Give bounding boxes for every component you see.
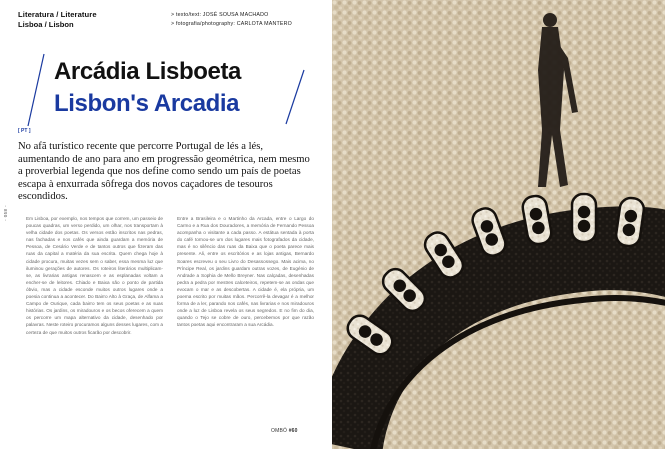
calcada-illustration [332, 0, 665, 449]
footer-brand: OMBÓ [271, 428, 288, 434]
pavement-photo [332, 0, 665, 449]
body-column-left [26, 215, 163, 427]
page-footer [271, 428, 298, 434]
language-tag: [ PT ] [18, 128, 31, 134]
title-english: Lisbon's Arcadia [54, 90, 240, 117]
body-text-left: Em Lisboa, por exemplo, nos tempos que correm, um passeio de poucas quadras, um verso perdido, um olhar, nos transportam à velha cidade dos poetas. Os versos estão inscritos nas pedras, nas fachadas e nos cafés que ainda guardam a memória de Pessoa, de Cesário Verde e de tantos outros que fizeram das ruas da capital a matéria da sua escrita. Quem chega hoje à cidade procura, muitas vezes sem o saber, essa mesma luz que iluminou gerações de autores. Os roteiros literários multiplicam-se, as livrarias antigas renascem e as esplanadas voltam a encher-se de leitores. Chiado e Baixa são o ponto de partida óbvio, mas a cidade esconde muitos outros lugares onde a poesia continua a acontecer. Do Bairro Alto à Graça, de Alfama a Campo de Ourique, cada bairro tem os seus poetas e as suas histórias. Os jardins, os miradouros e os becos oferecem a quem os percorre um mapa alternativo da cidade, desenhado por palavras. Neste roteiro procuramos alguns desses lugares, com a certeza de que muitos outros ficarão por descobrir. [26, 216, 163, 335]
section-label: Literatura / Literature [18, 10, 97, 19]
body-columns [26, 215, 318, 427]
body-column-right [177, 215, 314, 427]
subsection-label: Lisboa / Lisbon [18, 20, 74, 29]
photo-credit: > fotografia/photography: CARLOTA MANTERO [171, 21, 293, 27]
lead-paragraph: No afã turístico recente que percorre Portugal de lés a lés, aumentando de ano para ano em progressão geométrica, nem mesmo a proverbial legenda que nos define como sendo um país de poetas escapa à enxurrada sôfrega dos novos caçadores de tesouros escondidos. [18, 141, 310, 203]
page-folio: - 058 - [3, 205, 8, 221]
slash-right [286, 70, 304, 124]
text-credit: > texto/text: JOSÉ SOUSA MACHADO [171, 12, 269, 18]
left-page [0, 0, 332, 449]
body-text-right: Entre a Brasileira e o Martinho da Arcada, entre o Largo do Carmo e a Rua dos Douradores, a memória de Fernando Pessoa acompanha o visitante a cada passo. A estátua sentada à porta do café tornou-se um dos lugares mais fotografados da cidade, mas é no silêncio das ruas da Baixa que o poeta parece mais presente. Ali, entre os escritórios e as lojas antigas, Bernardo Soares escreveu o seu Livro do Desassossego. Mais acima, no Príncipe Real, os jardins guardam outras vozes, de Eugénio de Andrade a Sophia de Mello Breyner. Nas calçadas, desenhadas pedra a pedra por mestres calceteiros, repetem-se as ondas que evocam o mar e as descobertas. A cidade é, ela própria, um poema escrito por muitas mãos. Percorrê-la devagar é a melhor forma de a ler, parando nos cafés, nas livrarias e nos miradouros onde a luz de Lisboa revela os seus segredos. E no fim do dia, quando o Tejo se cobre de ouro, percebemos por que razão tantos poetas aqui encontraram a sua Arcádia. [177, 216, 314, 328]
title-portuguese: Arcádia Lisboeta [54, 58, 241, 85]
footer-issue: #60 [288, 428, 298, 434]
slash-left [28, 54, 44, 126]
